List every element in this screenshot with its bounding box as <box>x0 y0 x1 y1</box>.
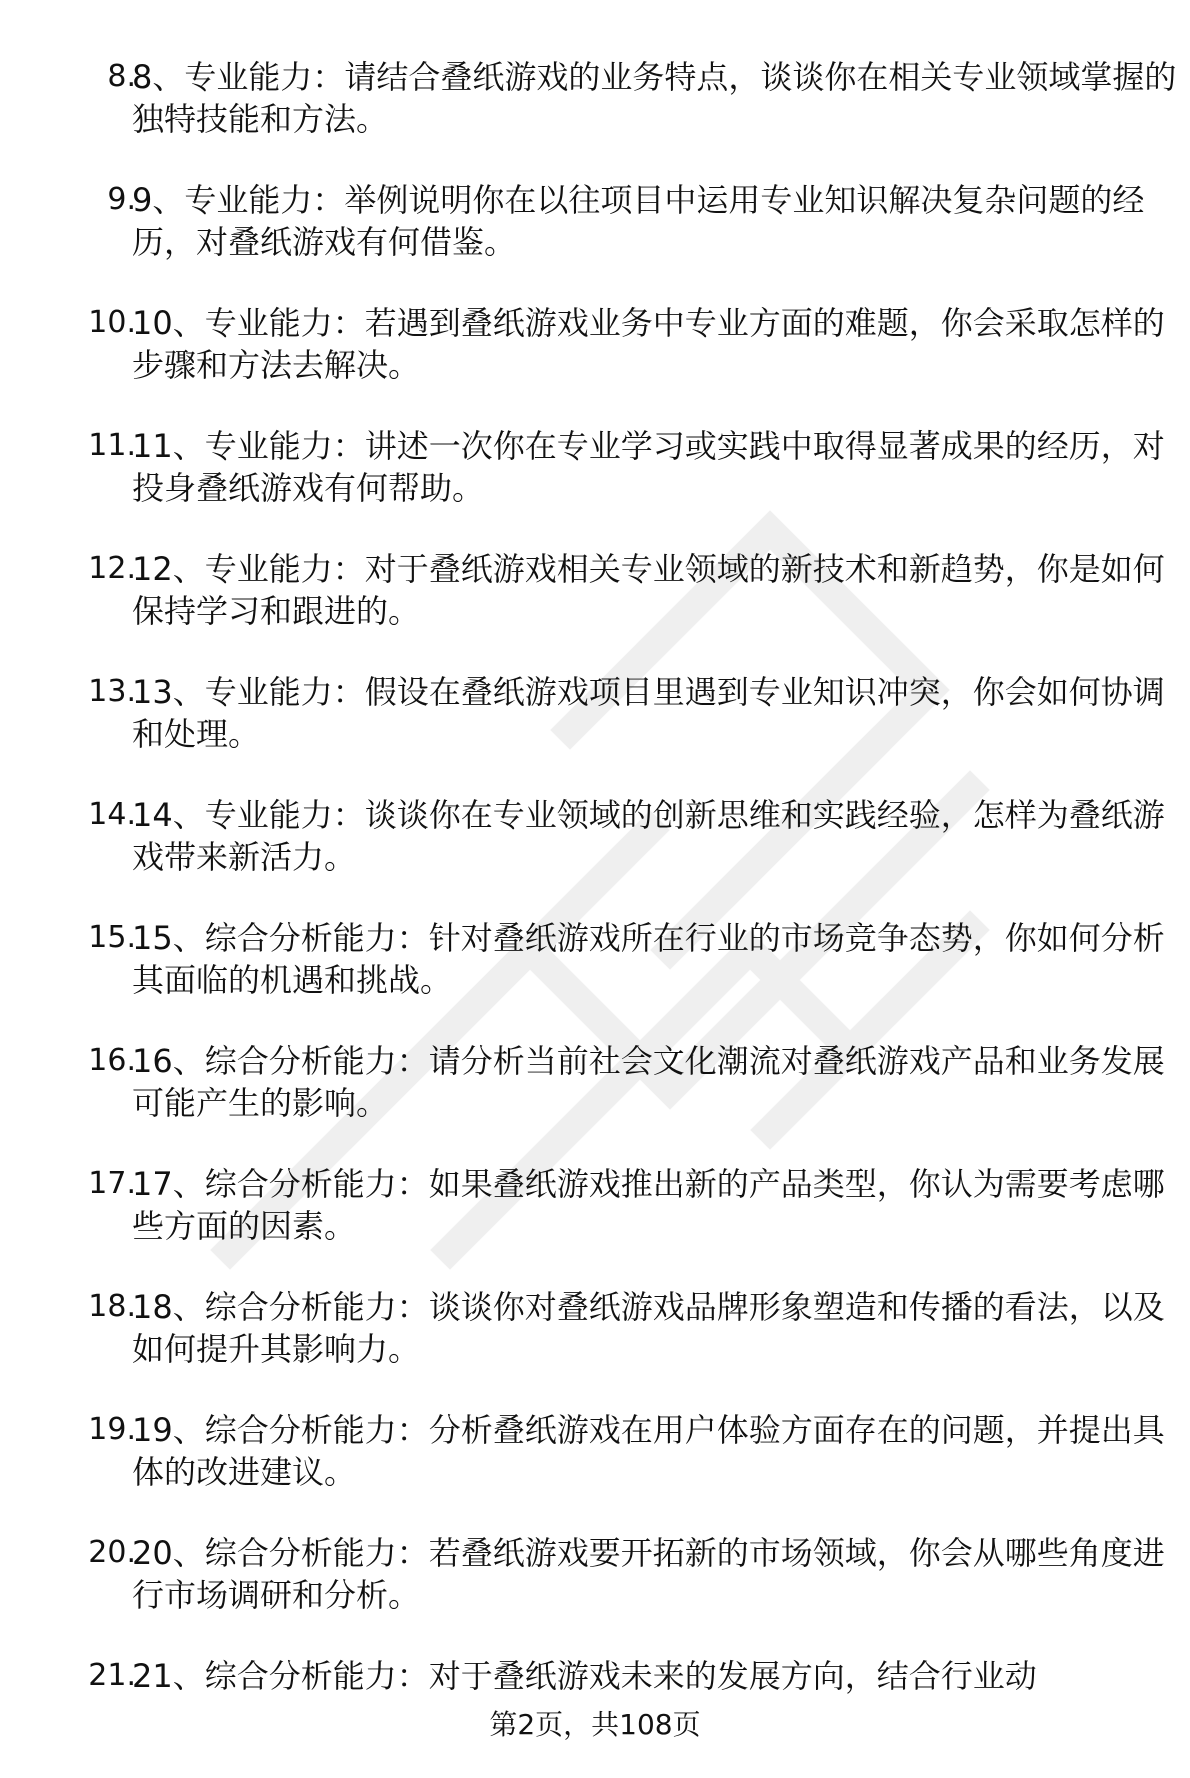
list-item <box>0 1286 1190 1409</box>
item-number: 21. <box>88 1658 136 1693</box>
list-item <box>0 179 1190 302</box>
item-text: 19、综合分析能力：分析叠纸游戏在用户体验方面存在的问题，并提出具体的改进建议。 <box>132 1411 1165 1491</box>
list-item <box>0 1532 1190 1655</box>
item-text: 11、专业能力：讲述一次你在专业学习或实践中取得显著成果的经历，对投身叠纸游戏有何帮助。 <box>132 427 1165 507</box>
item-text: 9、专业能力：举例说明你在以往项目中运用专业知识解决复杂问题的经历，对叠纸游戏有何借鉴。 <box>132 181 1145 261</box>
item-number: 16. <box>88 1043 136 1078</box>
item-number: 9. <box>107 182 136 217</box>
list-item <box>0 917 1190 1040</box>
item-number: 19. <box>88 1412 136 1447</box>
item-text: 10、专业能力：若遇到叠纸游戏业务中专业方面的难题，你会采取怎样的步骤和方法去解决。 <box>132 304 1165 384</box>
item-number: 14. <box>88 797 136 832</box>
item-number: 20. <box>88 1535 136 1570</box>
list-item <box>0 671 1190 794</box>
item-text: 12、专业能力：对于叠纸游戏相关专业领域的新技术和新趋势，你是如何保持学习和跟进的。 <box>132 550 1165 630</box>
item-text: 18、综合分析能力：谈谈你对叠纸游戏品牌形象塑造和传播的看法，以及如何提升其影响力。 <box>132 1288 1165 1368</box>
item-text: 8、专业能力：请结合叠纸游戏的业务特点，谈谈你在相关专业领域掌握的独特技能和方法。 <box>132 58 1177 138</box>
item-number: 8. <box>107 59 136 94</box>
list-item <box>0 1409 1190 1532</box>
item-text: 21、综合分析能力：对于叠纸游戏未来的发展方向，结合行业动 <box>132 1657 1037 1695</box>
item-text: 20、综合分析能力：若叠纸游戏要开拓新的市场领域，你会从哪些角度进行市场调研和分析。 <box>132 1534 1165 1614</box>
list-item <box>0 1040 1190 1163</box>
list-item <box>0 302 1190 425</box>
item-text: 15、综合分析能力：针对叠纸游戏所在行业的市场竞争态势，你如何分析其面临的机遇和挑战。 <box>132 919 1165 999</box>
list-item <box>0 794 1190 917</box>
item-number: 17. <box>88 1166 136 1201</box>
item-number: 10. <box>88 305 136 340</box>
item-text: 17、综合分析能力：如果叠纸游戏推出新的产品类型，你认为需要考虑哪些方面的因素。 <box>132 1165 1165 1245</box>
page-footer: 第2页，共108页 <box>489 1708 701 1741</box>
item-number: 18. <box>88 1289 136 1324</box>
item-number: 11. <box>88 428 136 463</box>
list-item <box>0 548 1190 671</box>
list-item <box>0 425 1190 548</box>
list-item <box>0 1163 1190 1286</box>
item-text: 13、专业能力：假设在叠纸游戏项目里遇到专业知识冲突，你会如何协调和处理。 <box>132 673 1165 753</box>
item-text: 14、专业能力：谈谈你在专业领域的创新思维和实践经验，怎样为叠纸游戏带来新活力。 <box>132 796 1165 876</box>
item-number: 13. <box>88 674 136 709</box>
list-item <box>0 56 1190 179</box>
item-number: 15. <box>88 920 136 955</box>
item-number: 12. <box>88 551 136 586</box>
item-text: 16、综合分析能力：请分析当前社会文化潮流对叠纸游戏产品和业务发展可能产生的影响。 <box>132 1042 1165 1122</box>
question-list <box>0 56 1190 1778</box>
